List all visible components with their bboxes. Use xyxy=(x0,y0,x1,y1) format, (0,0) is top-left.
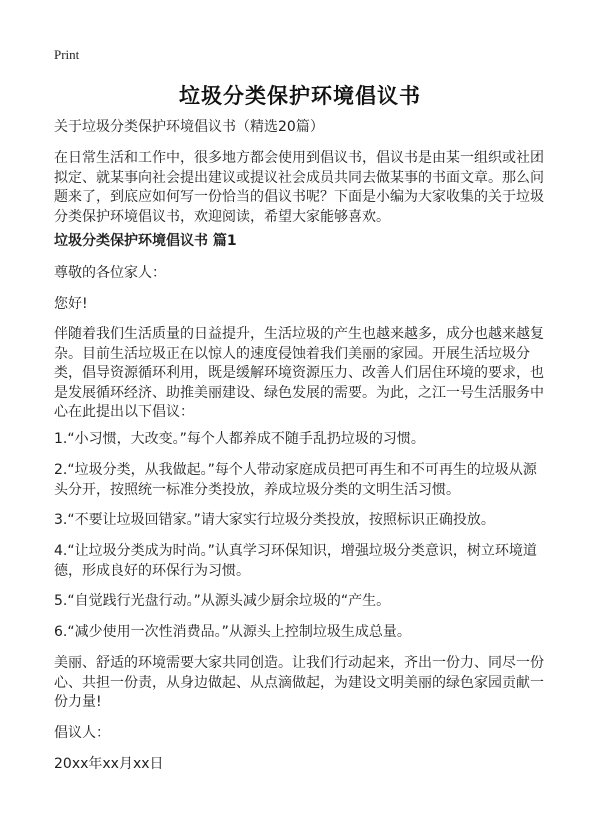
list-item: 1.“小习惯，大改变。”每个人都养成不随手乱扔垃圾的习惯。 xyxy=(54,431,425,447)
list-item: 5.“自觉践行光盘行动。”从源头减少厨余垃圾的“产生。 xyxy=(54,593,391,609)
date: 20xx年xx月xx日 xyxy=(54,756,164,772)
print-link[interactable]: Print xyxy=(54,47,80,62)
list-item: 6.“减少使用一次性消费品。”从源头上控制垃圾生成总量。 xyxy=(54,624,411,640)
body-paragraph: 伴随着我们生活质量的日益提升，生活垃圾的产生也越来越多，成分也越来越复杂。目前生活垃圾正在以惊人的速度侵蚀着我们美丽的家园。开展生活垃圾分类，倡导资源循环利用，既是缓解环境资源压力、改善人们居住环境的要求，也是发展循环经济、助推美丽建设、绿色发展的需要。为此，之江一号生活服务中心在此提出以下倡议： xyxy=(54,326,544,420)
article-heading: 垃圾分类保护环境倡议书 篇1 xyxy=(54,233,237,249)
list-item: 2.“垃圾分类，从我做起。”每个人带动家庭成员把可再生和不可再生的垃圾从源头分开，按照统一标准分类投放，养成垃圾分类的文明生活习惯。 xyxy=(54,462,537,498)
signer-label: 倡议人： xyxy=(54,725,110,741)
subtitle: 关于垃圾分类保护环境倡议书（精选20篇） xyxy=(54,119,324,135)
page-title: 垃圾分类保护环境倡议书 xyxy=(179,84,421,108)
closing-paragraph: 美丽、舒适的环境需要大家共同创造。让我们行动起来，齐出一份力、同尽一份心、共担一份责，从身边做起、从点滴做起，为建设文明美丽的绿色家园贡献一份力量! xyxy=(54,655,544,710)
intro-paragraph: 在日常生活和工作中，很多地方都会使用到倡议书，倡议书是由某一组织或社团拟定、就某事向社会提出建议或提议社会成员共同去做某事的书面文章。那么问题来了，到底应如何写一份恰当的倡议书呢？下面是小编为大家收集的关于垃圾分类保护环境倡议书，欢迎阅读，希望大家能够喜欢。 xyxy=(54,150,544,225)
greeting: 您好! xyxy=(54,296,88,312)
salutation: 尊敬的各位家人： xyxy=(54,265,166,281)
list-item: 4.“让垃圾分类成为时尚。”认真学习环保知识，增强垃圾分类意识，树立环境道德，形成良好的环保行为习惯。 xyxy=(54,543,537,579)
list-item: 3.“不要让垃圾回错家。”请大家实行垃圾分类投放，按照标识正确投放。 xyxy=(54,512,495,528)
